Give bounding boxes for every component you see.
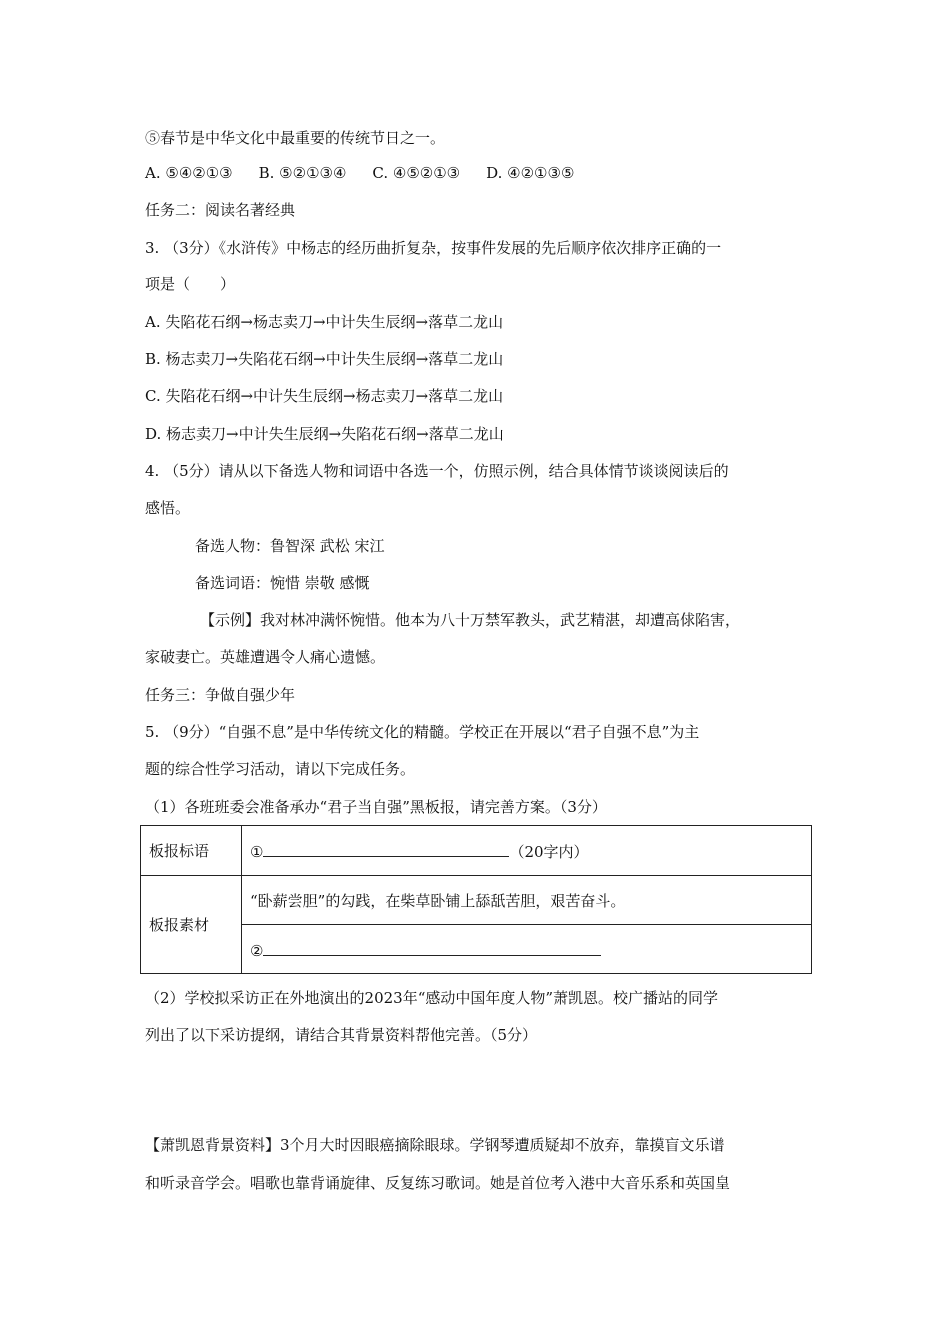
table-row xyxy=(141,826,812,876)
question-4-stem-cont: 感悟。 xyxy=(145,499,191,517)
sub-question-2: （2）学校拟采访正在外地演出的2023年“感动中国年度人物”萧凯恩。校广播站的同学 xyxy=(145,989,719,1007)
question-5-stem: 5. （9分）“自强不息”是中华传统文化的精髓。学校正在开展以“君子自强不息”为主 xyxy=(145,723,700,741)
material-text: “卧薪尝胆”的勾践，在柴草卧铺上舔舐苦胆，艰苦奋斗。 xyxy=(242,876,812,925)
slogan-cell xyxy=(242,826,812,876)
item-5-text: ⑤春节是中华文化中最重要的传统节日之一。 xyxy=(145,129,446,147)
blackboard-plan-table xyxy=(140,825,812,974)
q2-options xyxy=(145,163,600,183)
slogan-hint: （20字内） xyxy=(509,842,589,861)
question-3-option-d: D. 杨志卖刀→中计失生辰纲→失陷花石纲→落草二龙山 xyxy=(145,425,504,443)
slogan-mark: ① xyxy=(250,842,264,861)
question-3-option-c: C. 失陷花石纲→中计失生辰纲→杨志卖刀→落草二龙山 xyxy=(145,387,504,405)
question-3-stem: 3. （3分）《水浒传》中杨志的经历曲折复杂，按事件发展的先后顺序依次排序正确的一 xyxy=(145,239,722,257)
option-d: D. ④②①③⑤ xyxy=(486,164,575,182)
question-3-option-a: A. 失陷花石纲→杨志卖刀→中计失生辰纲→落草二龙山 xyxy=(145,313,504,331)
material-mark: ② xyxy=(250,941,264,960)
sub-question-1: （1）各班班委会准备承办“君子当自强”黑板报，请完善方案。（3分） xyxy=(145,798,607,816)
question-3-option-b: B. 杨志卖刀→失陷花石纲→中计失生辰纲→落草二龙山 xyxy=(145,350,504,368)
candidate-words: 备选词语：惋惜 崇敬 感慨 xyxy=(195,574,370,592)
candidate-characters: 备选人物：鲁智深 武松 宋江 xyxy=(195,537,385,555)
background-material: 【萧凯恩背景资料】3个月大时因眼癌摘除眼球。学钢琴遭质疑却不放弃，靠摸盲文乐谱 xyxy=(145,1136,725,1154)
material-label: 板报素材 xyxy=(141,876,242,974)
slogan-label: 板报标语 xyxy=(141,826,242,876)
example-text-cont: 家破妻亡。英雄遭遇令人痛心遗憾。 xyxy=(145,648,386,666)
task-two-heading: 任务二：阅读名著经典 xyxy=(145,201,296,219)
material-cell-2 xyxy=(242,925,812,974)
table-row xyxy=(141,925,812,974)
background-material-cont: 和听录音学会。唱歌也靠背诵旋律、反复练习歌词。她是首位考入港中大音乐系和英国皇 xyxy=(145,1174,731,1192)
material-blank[interactable] xyxy=(263,939,601,956)
slogan-blank[interactable] xyxy=(263,840,509,857)
question-5-stem-cont: 题的综合性学习活动，请以下完成任务。 xyxy=(145,760,416,778)
option-c: C. ④⑤②①③ xyxy=(372,164,461,182)
option-b: B. ⑤②①③④ xyxy=(258,164,347,182)
question-3-stem-cont: 项是（ ） xyxy=(145,275,236,293)
example-text: 【示例】我对林冲满怀惋惜。他本为八十万禁军教头，武艺精湛，却遭高俅陷害， xyxy=(200,611,741,629)
table-row xyxy=(141,876,812,925)
sub-question-2-cont: 列出了以下采访提纲，请结合其背景资料帮他完善。（5分） xyxy=(145,1026,538,1044)
question-4-stem: 4. （5分）请从以下备选人物和词语中各选一个，仿照示例，结合具体情节谈谈阅读后的 xyxy=(145,462,729,480)
task-three-heading: 任务三：争做自强少年 xyxy=(145,686,296,704)
option-a: A. ⑤④②①③ xyxy=(145,164,233,182)
